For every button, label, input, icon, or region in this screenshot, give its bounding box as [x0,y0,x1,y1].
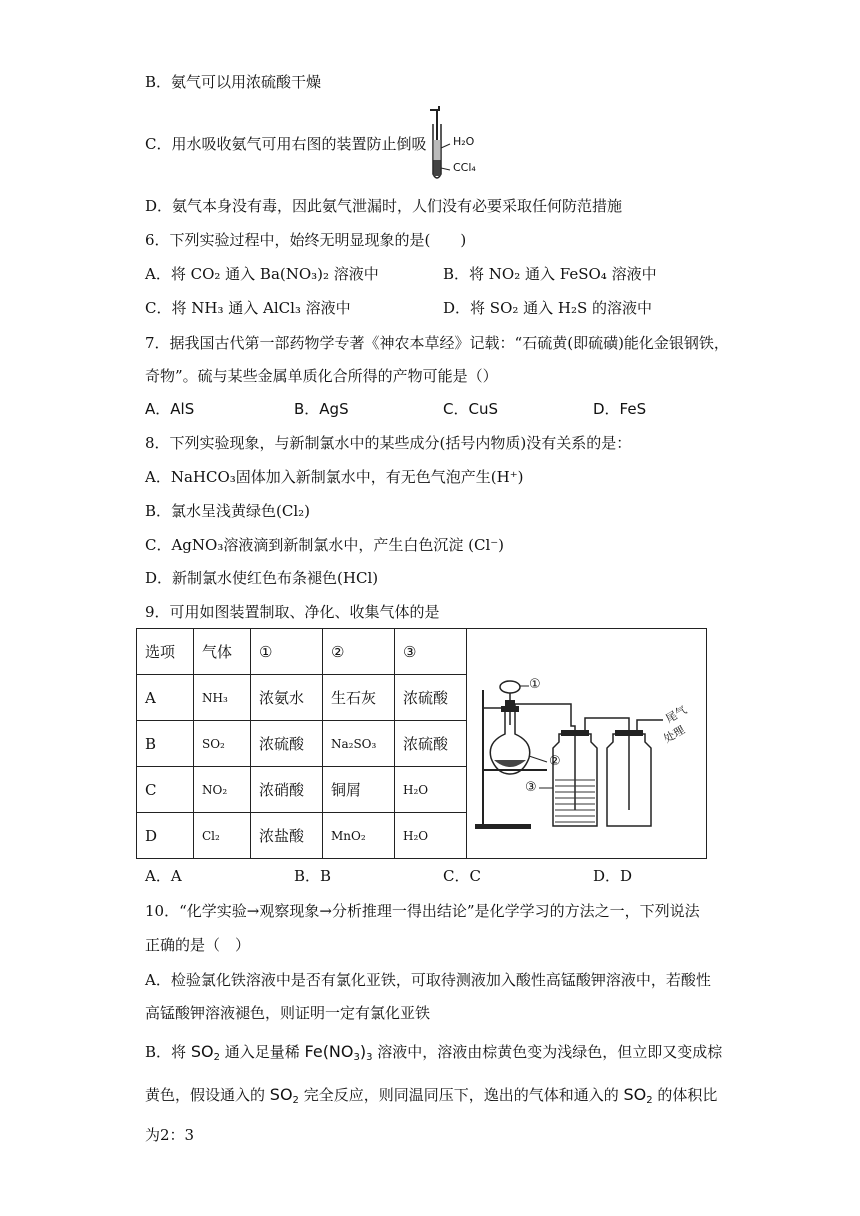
table-cell: H₂O [395,767,467,813]
table-cell: Na₂SO₃ [323,721,395,767]
header-cell: ① [251,629,323,675]
apparatus-label-3: ③ [525,779,537,795]
q10-option-a-line2: 高锰酸钾溶液褪色，则证明一定有氯化亚铁 [145,1004,431,1022]
tail-gas-label-1: 尾气 [663,702,690,726]
so2-formula: $SO_2$ [190,1042,220,1063]
table-cell: D [137,813,194,859]
q5-option-d: D．氨气本身没有毒，因此氨气泄漏时，人们没有必要采取任何防范措施 [145,197,623,215]
text-segment: 溶液中，溶液由棕黄色变为浅绿色，但立即又变成棕 [377,1043,723,1061]
header-cell: ③ [395,629,467,675]
q7-option-c: C．CuS [443,400,498,418]
table-cell: C [137,767,194,813]
q9-option-c: C．C [443,867,481,885]
header-cell: ② [323,629,395,675]
q6-option-c: C．将 NH₃ 通入 AlCl₃ 溶液中 [145,299,351,317]
so2-formula: $SO_2$ [269,1085,299,1106]
table-cell: 浓硝酸 [251,767,323,813]
q6-stem: 6．下列实验过程中，始终无明显现象的是( ) [145,231,467,249]
header-cell: 选项 [137,629,194,675]
test-tube-figure [426,104,496,184]
table-cell: MnO₂ [323,813,395,859]
q10-stem-line2: 正确的是（ ） [145,936,251,954]
table-cell: 铜屑 [323,767,395,813]
text-segment: B．将 [145,1043,187,1061]
q8-option-b: B．氯水呈浅黄绿色(Cl₂) [145,502,311,520]
q9-option-d: D．D [593,867,633,885]
ferric-nitrate-formula: $Fe(NO_3)_3$ [304,1042,373,1063]
q10-option-b-line1 [145,1042,722,1062]
table-cell: 浓硫酸 [395,675,467,721]
table-cell: NO₂ [194,767,251,813]
q6-option-d: D．将 SO₂ 通入 H₂S 的溶液中 [443,299,653,317]
apparatus-label-2: ② [549,753,561,769]
q10-option-b-line2 [145,1085,717,1105]
table-cell: NH₃ [194,675,251,721]
table-cell: 浓硫酸 [251,721,323,767]
tail-gas-label-2: 处理 [661,722,688,746]
apparatus-label-1: ① [529,676,541,692]
q8-stem: 8．下列实验现象，与新制氯水中的某些成分(括号内物质)没有关系的是： [145,434,632,452]
table-cell: 浓盐酸 [251,813,323,859]
q10-stem-line1: 10．“化学实验→观察现象→分析推理一得出结论”是化学学习的方法之一，下列说法 [145,902,700,920]
table-cell: 浓氨水 [251,675,323,721]
table-header-row [137,629,707,675]
q7-stem-line1: 7．据我国古代第一部药物学专著《神农本草经》记载：“石硫黄(即硫磺)能化金银钢铁， [145,334,729,352]
text-segment: 完全反应，则同温同压下，逸出的气体和通入的 [303,1086,619,1104]
text-segment: 的体积比 [657,1086,718,1104]
q7-option-a: A．AlS [145,400,195,418]
ccl4-label: CCl₄ [453,161,476,174]
q5-option-c: C．用水吸收氨气可用右图的装置防止倒吸 [145,135,427,153]
q9-option-a: A．A [145,867,182,885]
table-cell: A [137,675,194,721]
q6-option-a: A．将 CO₂ 通入 Ba(NO₃)₂ 溶液中 [145,265,379,283]
q7-stem-line2: 奇物”。硫与某些金属单质化合所得的产物可能是（） [145,367,498,385]
q5-option-b: B．氨气可以用浓硫酸干燥 [145,73,322,91]
gas-apparatus-figure [467,630,707,858]
table-cell: SO₂ [194,721,251,767]
table-cell: H₂O [395,813,467,859]
h2o-label: H₂O [453,135,475,148]
q8-option-a: A．NaHCO₃固体加入新制氯水中，有无色气泡产生(H⁺) [145,468,524,486]
q10-option-a-line1: A．检验氯化铁溶液中是否有氯化亚铁，可取待测液加入酸性高锰酸钾溶液中，若酸性 [145,971,711,989]
so2-formula: $SO_2$ [623,1085,653,1106]
q9-stem: 9．可用如图装置制取、净化、收集气体的是 [145,603,440,621]
text-segment: 黄色，假设通入的 [145,1086,266,1104]
q7-option-d: D．FeS [593,400,647,418]
table-cell: Cl₂ [194,813,251,859]
q7-option-b: B．AgS [294,400,349,418]
apparatus-cell [467,629,707,859]
q9-option-b: B．B [294,867,332,885]
q6-option-b: B．将 NO₂ 通入 FeSO₄ 溶液中 [443,265,657,283]
q8-option-c: C．AgNO₃溶液滴到新制氯水中，产生白色沉淀 (Cl⁻) [145,536,505,554]
header-cell: 气体 [194,629,251,675]
table-cell: 生石灰 [323,675,395,721]
q10-option-b-line3: 为2：3 [145,1126,195,1144]
text-segment: 通入足量稀 [224,1043,300,1061]
table-cell: 浓硫酸 [395,721,467,767]
table-cell: B [137,721,194,767]
q8-option-d: D．新制氯水使红色布条褪色(HCl) [145,569,379,587]
q9-table [136,628,707,859]
